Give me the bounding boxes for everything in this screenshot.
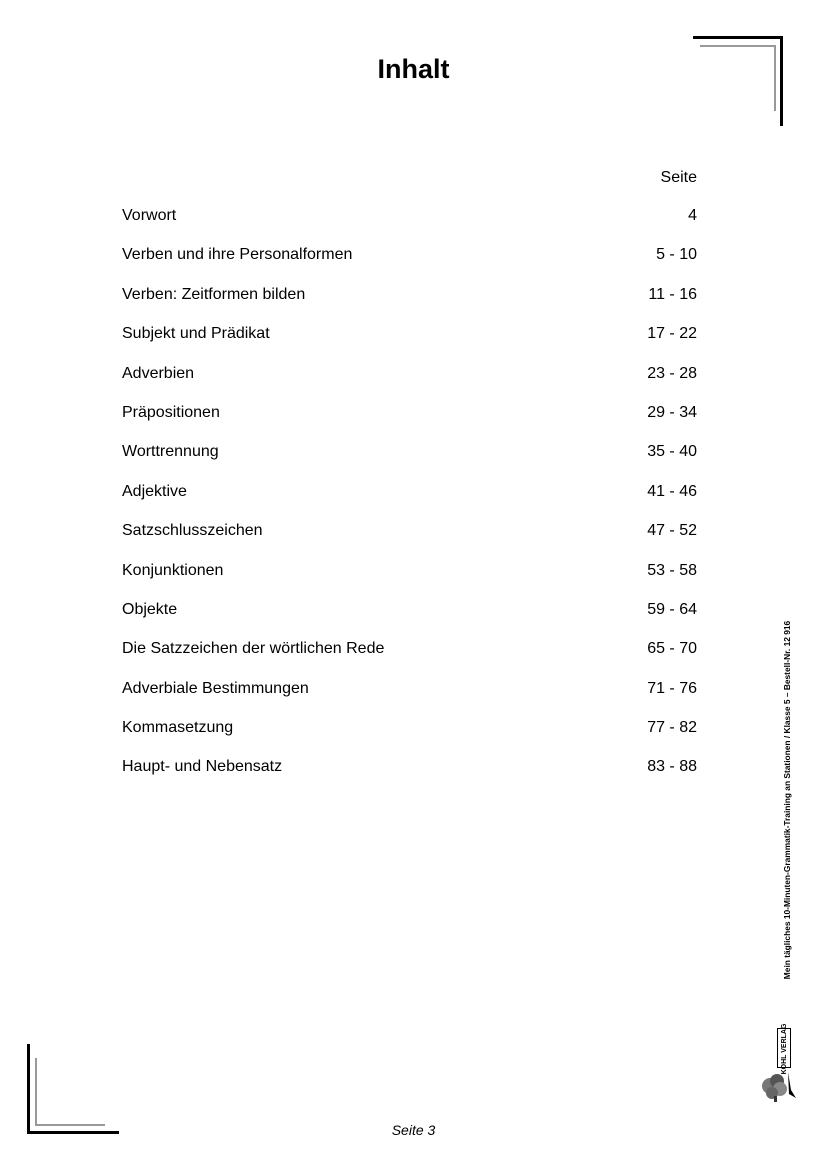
toc-entry-label: Kommasetzung (122, 719, 234, 737)
corner-frame-bottom-left-inner (35, 1058, 105, 1126)
toc-entry (122, 206, 697, 245)
side-publication-note-text: Mein tägliches 10-Minuten-Grammatik-Training an Stationen / Klasse 5 – Bestell-Nr. 12 916 (782, 620, 792, 980)
toc-entry-pages: 47 - 52 (647, 522, 697, 540)
toc-entry-pages: 77 - 82 (647, 719, 697, 737)
toc-entry-pages: 71 - 76 (647, 679, 697, 697)
toc-entry-pages: 35 - 40 (647, 443, 697, 461)
toc-entry (122, 403, 697, 442)
publisher-logo-text: KOHL VERLAG (781, 1023, 788, 1075)
page-column-header: Seite (660, 169, 697, 186)
toc-entry-label: Vorwort (122, 207, 177, 224)
toc-entry-pages: 4 (688, 207, 697, 224)
toc-entry (122, 718, 697, 757)
toc-entry (122, 482, 697, 521)
toc-entry-label: Adverbien (122, 364, 195, 382)
toc-entry-pages: 53 - 58 (647, 561, 697, 579)
toc-entry-label: Verben: Zeitformen bilden (122, 285, 306, 303)
toc-entry-label: Satzschlusszeichen (122, 522, 263, 540)
table-of-contents (122, 206, 697, 797)
toc-entry-pages: 41 - 46 (647, 482, 697, 500)
toc-entry (122, 442, 697, 481)
publisher-logo (777, 1023, 791, 1075)
toc-entry (122, 521, 697, 560)
toc-entry (122, 639, 697, 678)
toc-entry-pages: 83 - 88 (647, 758, 697, 776)
toc-entry-pages: 17 - 22 (647, 325, 697, 343)
toc-entry (122, 285, 697, 324)
toc-entry (122, 364, 697, 403)
toc-entry-label: Verben und ihre Personalformen (122, 246, 353, 264)
tree-logo-icon (758, 1070, 798, 1104)
toc-entry (122, 324, 697, 363)
toc-entry (122, 600, 697, 639)
toc-entry (122, 245, 697, 284)
toc-entry-label: Subjekt und Prädikat (122, 325, 270, 343)
toc-entry-label: Konjunktionen (122, 561, 224, 579)
toc-entry-pages: 23 - 28 (647, 364, 697, 382)
toc-entry-label: Worttrennung (122, 443, 219, 461)
toc-entry-pages: 29 - 34 (647, 403, 697, 421)
toc-entry-label: Objekte (122, 600, 178, 618)
toc-entry-label: Adverbiale Bestimmungen (122, 679, 309, 697)
page-title: Inhalt (377, 54, 450, 84)
toc-entry-label: Präpositionen (122, 403, 220, 421)
toc-entry (122, 757, 697, 796)
toc-entry (122, 679, 697, 718)
page-number: Seite 3 (391, 1122, 436, 1138)
toc-entry-pages: 59 - 64 (647, 600, 697, 618)
toc-entry-pages: 65 - 70 (647, 640, 697, 658)
toc-entry-pages: 5 - 10 (656, 246, 697, 264)
toc-entry-label: Haupt- und Nebensatz (122, 758, 283, 776)
toc-entry-label: Die Satzzeichen der wörtlichen Rede (122, 640, 385, 658)
toc-entry (122, 561, 697, 600)
toc-entry-pages: 11 - 16 (648, 285, 697, 303)
toc-entry-label: Adjektive (122, 482, 187, 500)
